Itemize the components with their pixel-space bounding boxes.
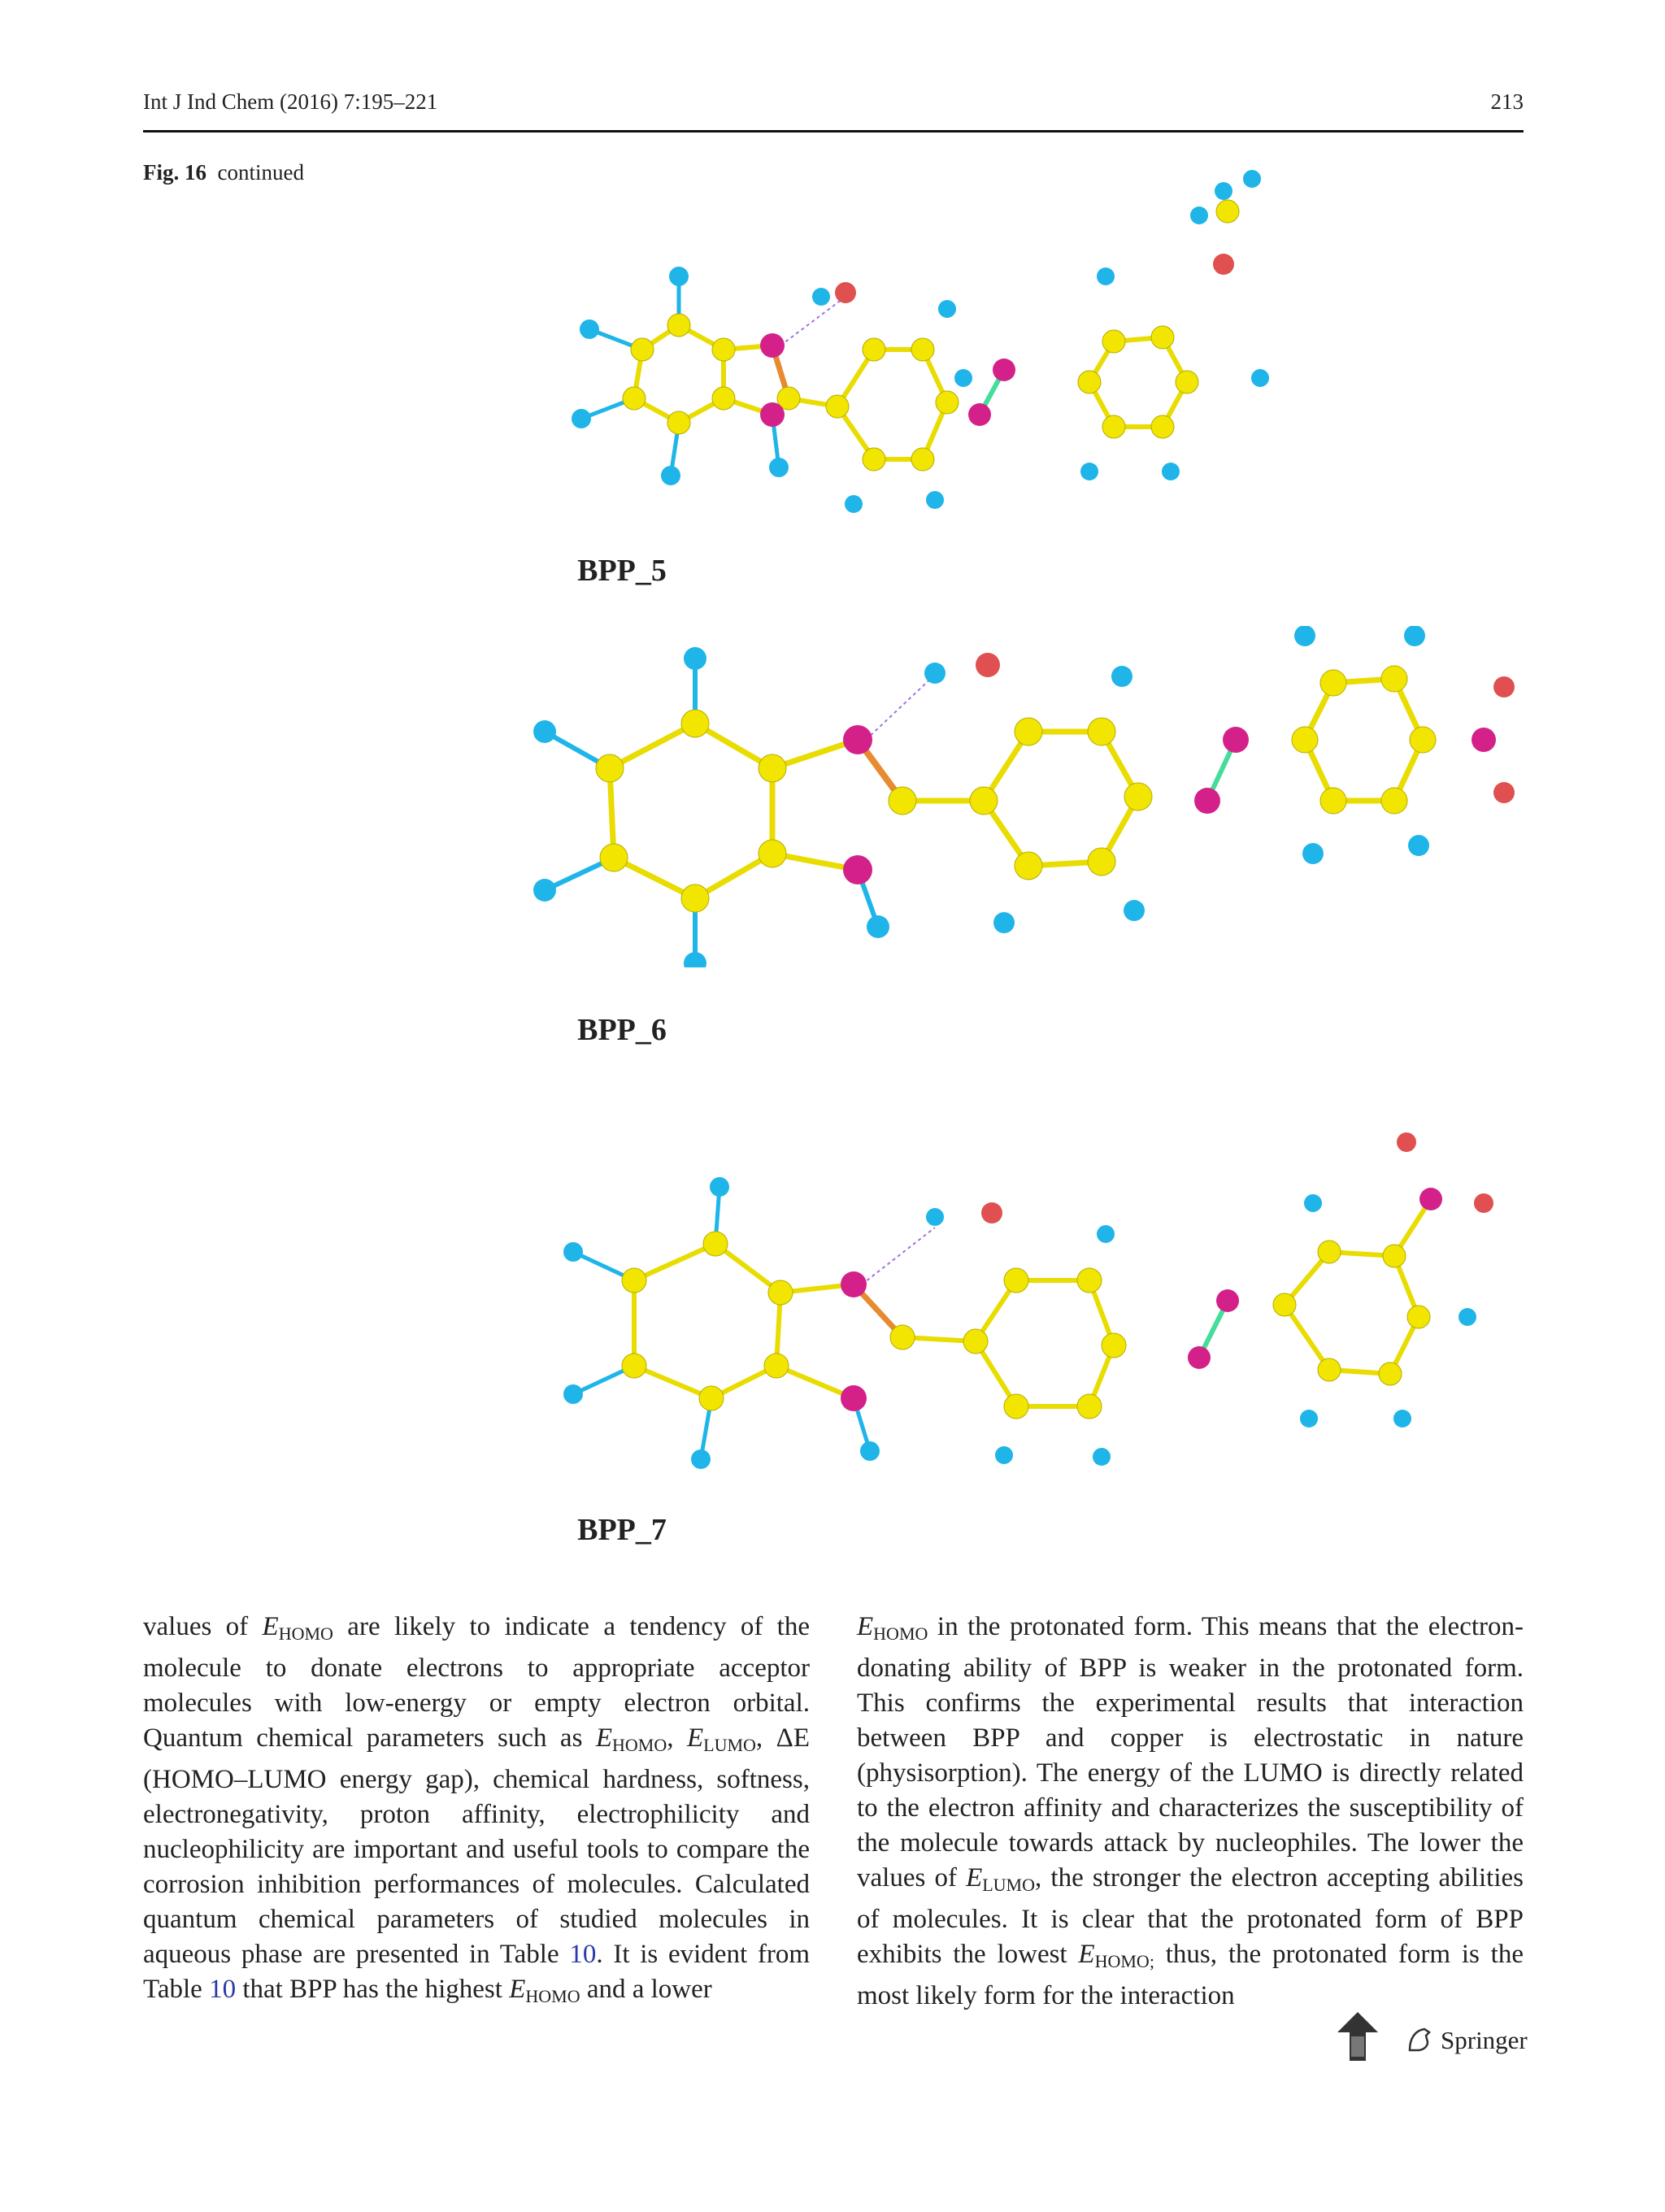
body-text-right-column: $E_{HOMO}$ in the protonated form. This means that the electron-donating ability of BPP is weaker in the protonated form. This confirms the experimental results that interaction between BPP and copper is electrostatic in nature (physisorption). The energy of the LUMO is directly related to the electron affinity and characterizes the susceptibility of the molecule towards attack by nucleophiles. The lower the values of $E_{LUMO}$, the stronger the electron accepting abilities of molecules. It is clear that the protonated form of BPP exhibits the lowest $E_{HOMO;}$ thus, the protonated form is the most likely form for the interaction [857, 1612, 1524, 2010]
society-logo-icon [1333, 2008, 1382, 2065]
springer-horse-icon [1403, 2024, 1436, 2057]
table-link[interactable]: 10 [569, 1940, 597, 1969]
running-header [143, 89, 1524, 133]
figure-label [143, 160, 304, 185]
table-link[interactable]: 10 [209, 1975, 237, 2004]
body-text-left-column: values of $E_{HOMO}$ are likely to indicate a tendency of the molecule to donate electrons to appropriate acceptor molecules with low-energy or empty electron orbital. Quantum chemical parameters such as $E_{HOMO}$, $E_{LUMO}$, ΔE (HOMO–LUMO energy gap), chemical hardness, softness, electronegativity, proton affinity, electrophilicity and nucleophilicity are important and useful tools to compare the corrosion inhibition performances of molecules. Calculated quantum chemical parameters of studied molecules in aqueous phase are presented in Table 10. It is evident from Table 10 that BPP has the highest $E_{HOMO}$ and a lower [143, 1612, 811, 2006]
molecule-bpp5 [520, 163, 1545, 528]
figure-number: Fig. 16 [143, 160, 206, 185]
molecule-bpp6 [520, 626, 1545, 967]
publisher-name: Springer [1441, 2026, 1528, 2054]
panel-title-bpp7: BPP_7 [577, 1513, 667, 1547]
page-number: 213 [1490, 89, 1524, 114]
panel-title-bpp5: BPP_5 [577, 554, 667, 588]
journal-citation: Int J Ind Chem (2016) 7:195–221 [143, 89, 438, 114]
panel-title-bpp6: BPP_6 [577, 1013, 667, 1047]
figure-continued: continued [217, 160, 304, 185]
molecule-bpp7 [520, 1122, 1545, 1488]
publisher-logo [1333, 2008, 1528, 2065]
